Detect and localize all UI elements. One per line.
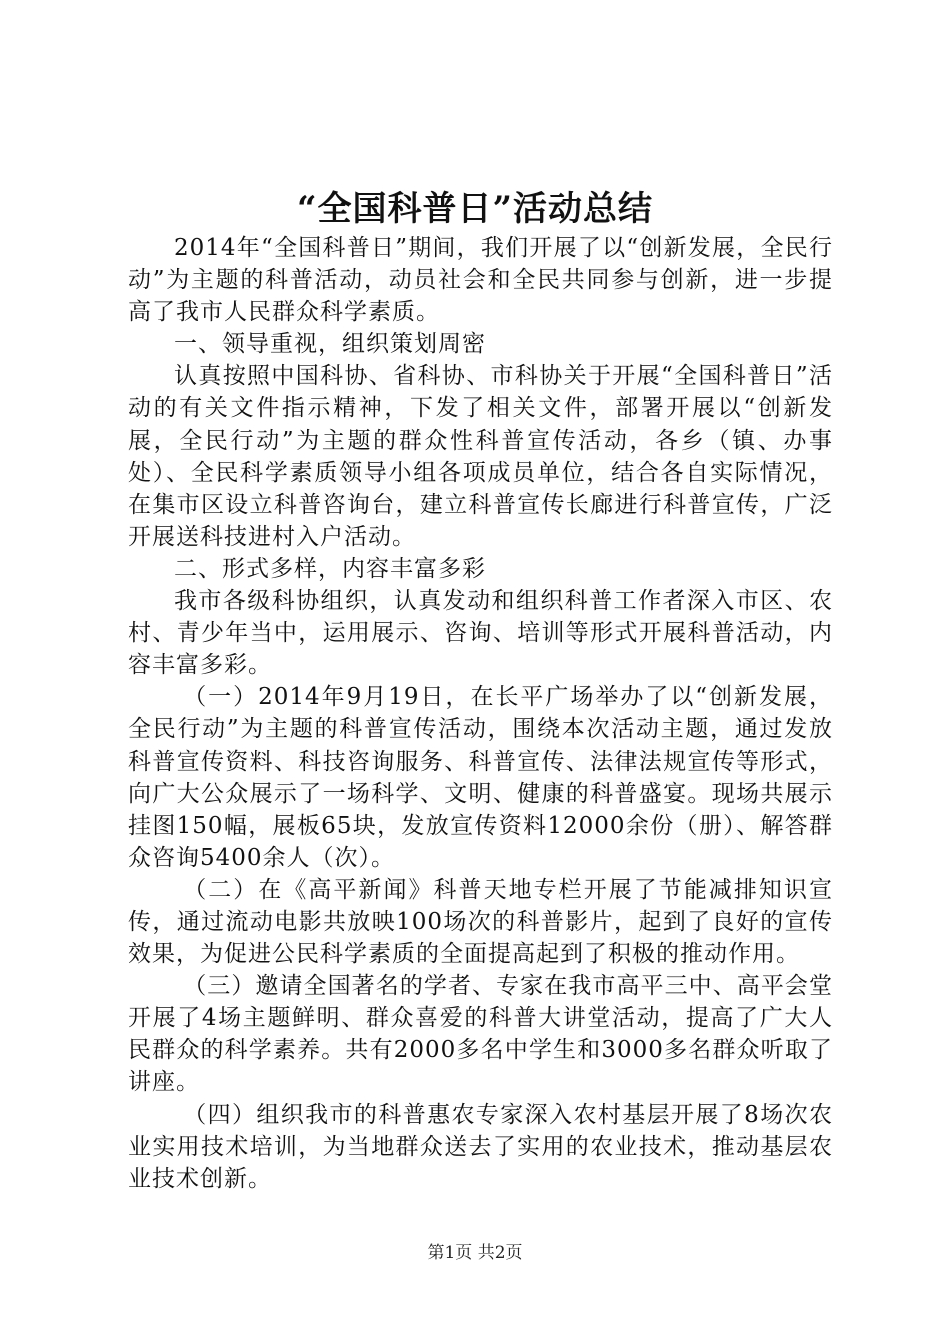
page-number-footer: 第1页 共2页 xyxy=(427,1243,523,1263)
item-2-paragraph: （二）在《高平新闻》科普天地专栏开展了节能减排知识宣传，通过流动电影共放映100场次的科普影片，起到了良好的宣传效果，为促进公民科学素质的全面提高起到了积极的推动作用。 xyxy=(128,876,833,968)
item-3-paragraph: （三）邀请全国著名的学者、专家在我市高平三中、高平会堂开展了4场主题鲜明、群众喜爱的科普大讲堂活动，提高了广大人民群众的科学素养。共有2000多名中学生和3000多名群众听取了讲座。 xyxy=(128,973,833,1096)
section-heading-2: 二、形式多样，内容丰富多彩 xyxy=(174,555,486,582)
section-2-paragraph: 我市各级科协组织，认真发动和组织科普工作者深入市区、农村、青少年当中，运用展示、咨询、培训等形式开展科普活动，内容丰富多彩。 xyxy=(128,588,833,679)
document-title: “全国科普日”活动总结 xyxy=(296,189,654,229)
intro-paragraph: 2014年“全国科普日”期间，我们开展了以“创新发展，全民行动”为主题的科普活动，动员社会和全民共同参与创新，进一步提高了我市人民群众科学素质。 xyxy=(128,235,833,326)
section-heading-1: 一、领导重视，组织策划周密 xyxy=(174,331,486,358)
item-4-paragraph: （四）组织我市的科普惠农专家深入农村基层开展了8场次农业实用技术培训，为当地群众送去了实用的农业技术，推动基层农业技术创新。 xyxy=(128,1101,833,1192)
item-1-paragraph: （一）2014年9月19日，在长平广场举办了以“创新发展，全民行动”为主题的科普宣传活动，围绕本次活动主题，通过发放科普宣传资料、科技咨询服务、科普宣传、法律法规宣传等形式，向广大公众展示了一场科学、文明、健康的科普盛宴。现场共展示挂图150幅，展板65块，发放宣传资料12000余份（册）、解答群众咨询5400余人（次）。 xyxy=(128,684,833,871)
section-1-paragraph: 认真按照中国科协、省科协、市科协关于开展“全国科普日”活动的有关文件指示精神，下发了相关文件，部署开展以“创新发展，全民行动”为主题的群众性科普宣传活动，各乡（镇、办事处）、全民科学素质领导小组各项成员单位，结合各自实际情况，在集市区设立科普咨询台，建立科普宣传长廊进行科普宣传，广泛开展送科技进村入户活动。 xyxy=(128,363,833,550)
document-body xyxy=(128,232,833,1195)
